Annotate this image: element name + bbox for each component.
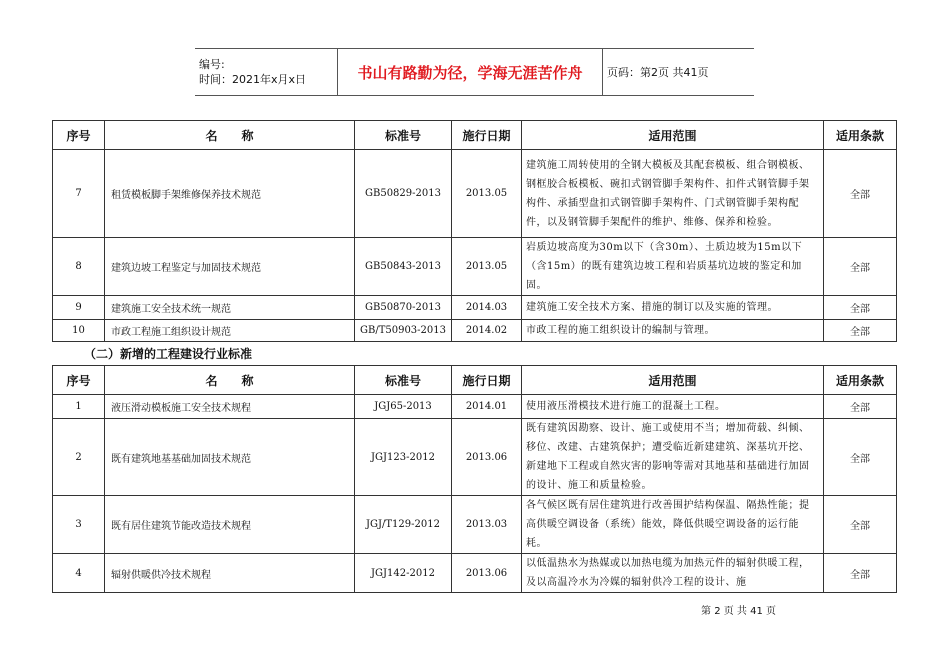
standards-table-1 bbox=[52, 120, 897, 342]
col-header-scope: 适用范围 bbox=[522, 121, 824, 150]
row-clause: 全部 bbox=[824, 395, 897, 419]
row-scope: 各气候区既有居住建筑进行改善围护结构保温、隔热性能；提高供暖空调设备（系统）能效，降低供暖空调设备的运行能耗。 bbox=[522, 496, 824, 554]
row-scope: 建筑施工安全技术方案、措施的制订以及实施的管理。 bbox=[522, 296, 824, 320]
header-meta bbox=[195, 49, 338, 96]
col-header-code: 标准号 bbox=[355, 121, 452, 150]
row-date: 2013.05 bbox=[452, 238, 522, 296]
row-code: JGJ/T129-2012 bbox=[355, 496, 452, 554]
table-header-row bbox=[53, 121, 897, 150]
row-no: 10 bbox=[53, 320, 105, 342]
row-name: 租赁模板脚手架维修保养技术规范 bbox=[105, 150, 355, 238]
table-row bbox=[53, 395, 897, 419]
row-clause: 全部 bbox=[824, 238, 897, 296]
row-clause: 全部 bbox=[824, 496, 897, 554]
col-header-name: 名 称 bbox=[105, 366, 355, 395]
row-name: 市政工程施工组织设计规范 bbox=[105, 320, 355, 342]
row-name: 建筑边坡工程鉴定与加固技术规范 bbox=[105, 238, 355, 296]
row-date: 2013.03 bbox=[452, 496, 522, 554]
row-date: 2014.03 bbox=[452, 296, 522, 320]
table-row bbox=[53, 554, 897, 593]
page-footer: 第 2 页 共 41 页 bbox=[701, 606, 776, 617]
number-label: 编号: bbox=[199, 58, 225, 71]
time-label: 时间：2021年x月x日 bbox=[199, 73, 307, 86]
col-header-date: 施行日期 bbox=[452, 366, 522, 395]
row-no: 2 bbox=[53, 419, 105, 496]
row-scope: 岩质边坡高度为30m以下（含30m）、土质边坡为15m以下（含15m）的既有建筑边坡工程和岩质基坑边坡的鉴定和加固。 bbox=[522, 238, 824, 296]
row-date: 2013.06 bbox=[452, 554, 522, 593]
row-code: GB50870-2013 bbox=[355, 296, 452, 320]
row-code: JGJ123-2012 bbox=[355, 419, 452, 496]
col-header-scope: 适用范围 bbox=[522, 366, 824, 395]
col-header-code: 标准号 bbox=[355, 366, 452, 395]
section-title: （二）新增的工程建设行业标准 bbox=[84, 347, 253, 361]
row-clause: 全部 bbox=[824, 150, 897, 238]
row-name: 液压滑动模板施工安全技术规程 bbox=[105, 395, 355, 419]
table-row bbox=[53, 419, 897, 496]
header-page-info: 页码：第2页 共41页 bbox=[603, 49, 755, 96]
row-clause: 全部 bbox=[824, 419, 897, 496]
col-header-clause: 适用条款 bbox=[824, 366, 897, 395]
row-scope: 建筑施工周转使用的全钢大模板及其配套模板、组合钢模板、钢框胶合板模板、碗扣式钢管脚手架构件、扣件式钢管脚手架构件、承插型盘扣式钢管脚手架构件、门式钢管脚手架构配件，以及钢管脚手架配件的维护、维修、保养和检验。 bbox=[522, 150, 824, 238]
row-code: JGJ142-2012 bbox=[355, 554, 452, 593]
row-no: 9 bbox=[53, 296, 105, 320]
row-code: GB50829-2013 bbox=[355, 150, 452, 238]
row-date: 2014.02 bbox=[452, 320, 522, 342]
row-no: 8 bbox=[53, 238, 105, 296]
row-date: 2013.06 bbox=[452, 419, 522, 496]
col-header-no: 序号 bbox=[53, 121, 105, 150]
document-header bbox=[195, 48, 754, 96]
table-row bbox=[53, 296, 897, 320]
table-row bbox=[53, 238, 897, 296]
row-no: 1 bbox=[53, 395, 105, 419]
col-header-date: 施行日期 bbox=[452, 121, 522, 150]
row-clause: 全部 bbox=[824, 320, 897, 342]
row-code: GB/T50903-2013 bbox=[355, 320, 452, 342]
col-header-no: 序号 bbox=[53, 366, 105, 395]
row-name: 既有居住建筑节能改造技术规程 bbox=[105, 496, 355, 554]
standards-table-2 bbox=[52, 365, 897, 593]
row-scope: 既有建筑因勘察、设计、施工或使用不当；增加荷载、纠倾、移位、改建、古建筑保护；遭受临近新建建筑、深基坑开挖、新建地下工程或自然灾害的影响等需对其地基和基础进行加固的设计、施工和质量检验。 bbox=[522, 419, 824, 496]
row-name: 既有建筑地基基础加固技术规范 bbox=[105, 419, 355, 496]
table-row bbox=[53, 150, 897, 238]
row-scope: 市政工程的施工组织设计的编制与管理。 bbox=[522, 320, 824, 342]
row-no: 4 bbox=[53, 554, 105, 593]
col-header-clause: 适用条款 bbox=[824, 121, 897, 150]
header-motto: 书山有路勤为径，学海无涯苦作舟 bbox=[338, 49, 603, 96]
row-code: GB50843-2013 bbox=[355, 238, 452, 296]
table-header-row bbox=[53, 366, 897, 395]
row-code: JGJ65-2013 bbox=[355, 395, 452, 419]
row-no: 7 bbox=[53, 150, 105, 238]
table-row bbox=[53, 320, 897, 342]
row-name: 辐射供暖供冷技术规程 bbox=[105, 554, 355, 593]
row-scope: 以低温热水为热媒或以加热电缆为加热元件的辐射供暖工程，及以高温冷水为冷媒的辐射供冷工程的设计、施 bbox=[522, 554, 824, 593]
row-date: 2014.01 bbox=[452, 395, 522, 419]
col-header-name: 名 称 bbox=[105, 121, 355, 150]
row-name: 建筑施工安全技术统一规范 bbox=[105, 296, 355, 320]
row-no: 3 bbox=[53, 496, 105, 554]
row-clause: 全部 bbox=[824, 296, 897, 320]
row-date: 2013.05 bbox=[452, 150, 522, 238]
row-clause: 全部 bbox=[824, 554, 897, 593]
row-scope: 使用液压滑模技术进行施工的混凝土工程。 bbox=[522, 395, 824, 419]
table-row bbox=[53, 496, 897, 554]
